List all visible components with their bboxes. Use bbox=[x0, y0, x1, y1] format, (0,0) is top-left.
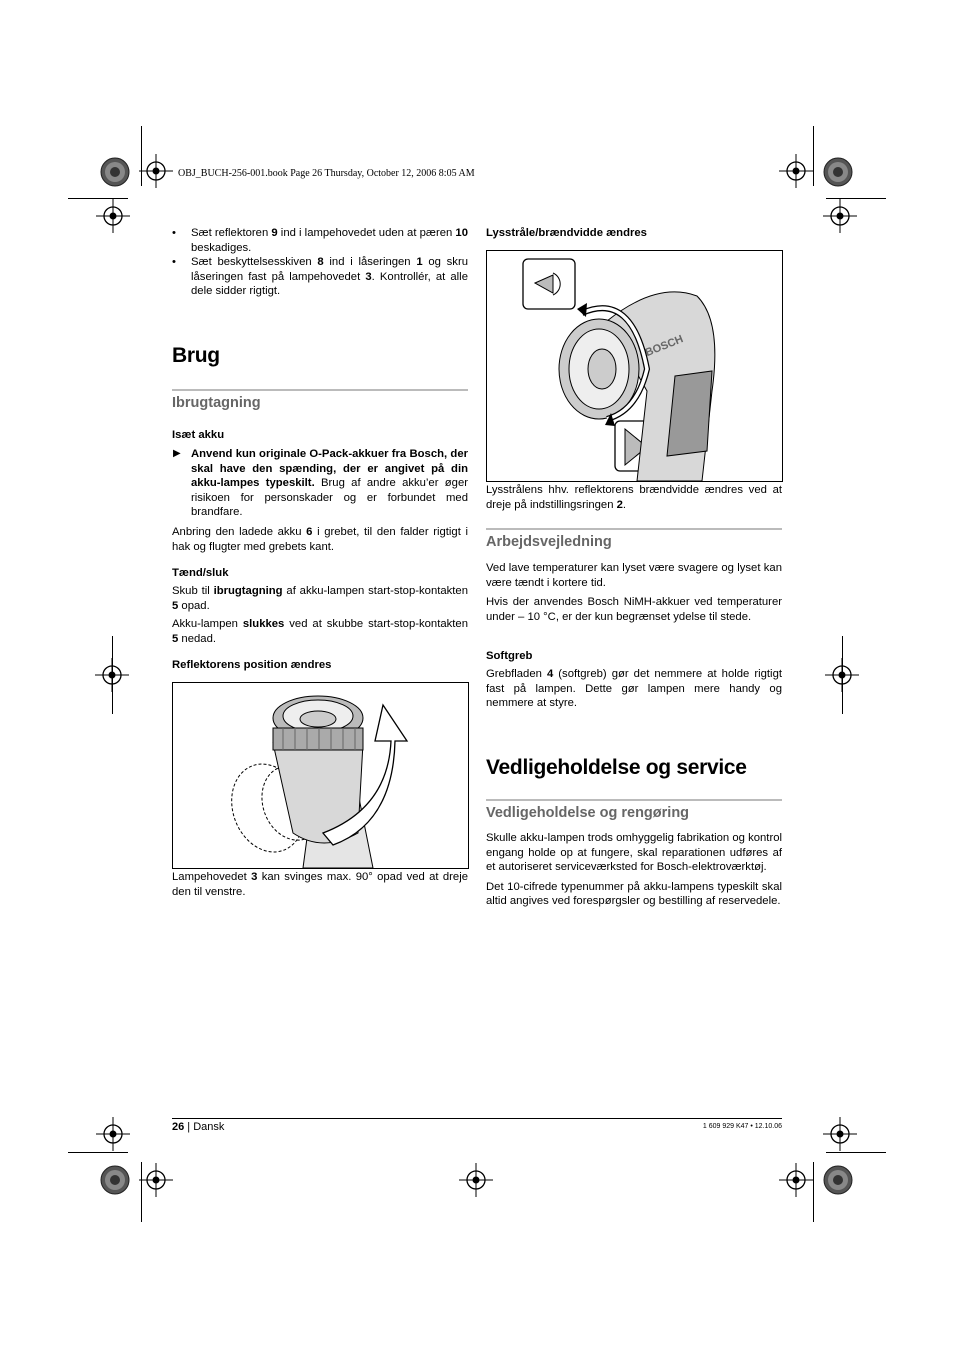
print-header: OBJ_BUCH-256-001.book Page 26 Thursday, October 12, 2006 8:05 AM bbox=[178, 168, 475, 179]
left-column bbox=[172, 226, 468, 299]
heading-vedligeholdelse-service: Vedligeholdelse og service bbox=[486, 756, 747, 779]
paragraph-softgreb: Grebfladen 4 (softgreb) gør det nemmere at holde rigtigt fast på lampen. Dette gør lampen mere handy og nemmere at styre. bbox=[486, 668, 782, 710]
heading-arbejdsvejledning: Arbejdsvejledning bbox=[486, 534, 612, 550]
caption-focus: Lysstrålens hhv. reflektorens brændvidde ændres ved at dreje på indstillingsringen 2. bbox=[486, 484, 782, 511]
section-vedligeholdelse-rengoring bbox=[486, 799, 782, 825]
paragraph-arbejd bbox=[486, 561, 782, 629]
caption-lamp-head: Lampehovedet 3 kan svinges max. 90° opad ved at dreje den til venstre. bbox=[172, 871, 468, 898]
subheading-softgreb: Softgreb bbox=[486, 650, 533, 662]
paragraph-sluk: Akku-lampen slukkes ved at skubbe start-stop-kontakten 5 nedad. bbox=[172, 618, 468, 645]
paragraph-taend: Skub til ibrugtagning af akku-lampen start-stop-kontakten 5 opad. bbox=[172, 585, 468, 612]
subheading-taend-sluk: Tænd/sluk bbox=[172, 567, 229, 579]
list-item: • Sæt beskyttelsesskiven 8 ind i låseringen 1 og skru låseringen fast på lampehovedet 3. Kontrollér, at alle dele sidder rigtigt. bbox=[172, 255, 468, 299]
lamp-tilt-drawing bbox=[173, 683, 468, 868]
heading-vedligeholdelse-rengoring: Vedligeholdelse og rengøring bbox=[486, 805, 690, 821]
heading-ibrugtagning: Ibrugtagning bbox=[172, 395, 261, 411]
paragraph-nimh: Hvis der anvendes Bosch NiMH-akkuer ved temperaturer under – 10 °C, er der kun begrænset ydelse til stede. bbox=[486, 596, 782, 623]
heading-brug: Brug bbox=[172, 344, 220, 367]
paragraph-anbring: Anbring den ladede akku 6 i grebet, til den falder rigtigt i hak og flugter med grebets kant. bbox=[172, 526, 468, 553]
paragraph-vedligehold bbox=[486, 831, 782, 914]
paragraph-repair: Skulle akku-lampen trods omhyggelig fabrikation og kontrol engang holde op at fungere, skal reparationen udføres af et autoriseret serviceværksted for Bosch-elektroværktøj. bbox=[486, 832, 782, 874]
section-arbejdsvejledning bbox=[486, 528, 782, 554]
page-number: 26 bbox=[172, 1121, 185, 1133]
bosch-label: BOSCH bbox=[643, 333, 685, 360]
section-ibrugtagning bbox=[172, 389, 468, 415]
language-label: Dansk bbox=[193, 1121, 225, 1133]
footer-page: 26 | Dansk bbox=[172, 1121, 225, 1133]
focus-ring-drawing bbox=[487, 251, 782, 481]
paragraph-low-temp: Ved lave temperaturer kan lyset være svagere og lyset kan være tændt i kortere tid. bbox=[486, 562, 782, 589]
paragraph-type-number: Det 10-cifrede typenummer på akku-lampens typeskilt skal altid angives ved forespørgsler og bestilling af reservedele. bbox=[486, 880, 782, 908]
illustration-focus-ring bbox=[486, 250, 783, 482]
list-item: • Sæt reflektoren 9 ind i lampehovedet uden at pæren 10 beskadiges. bbox=[172, 226, 468, 255]
subheading-isaet-akku: Isæt akku bbox=[172, 429, 225, 441]
subheading-reflektor: Reflektorens position ændres bbox=[172, 659, 332, 671]
arrow-bullet-icon: ▶ bbox=[173, 448, 181, 459]
footer-rule bbox=[172, 1118, 782, 1119]
warning-paragraph: ▶ Anvend kun originale O-Pack-akkuer fra Bosch, der skal have den spænding, der er angivet på din akku-lampes typeskilt. Brug af andre akku’er øger risikoen for personskader og er forbundet med brandfare. bbox=[173, 448, 469, 519]
subheading-lysstraale: Lysstråle/brændvidde ændres bbox=[486, 227, 647, 239]
footer-code: 1 609 929 K47 • 12.10.06 bbox=[702, 1123, 782, 1130]
illustration-lamp-head-tilt bbox=[172, 682, 469, 869]
